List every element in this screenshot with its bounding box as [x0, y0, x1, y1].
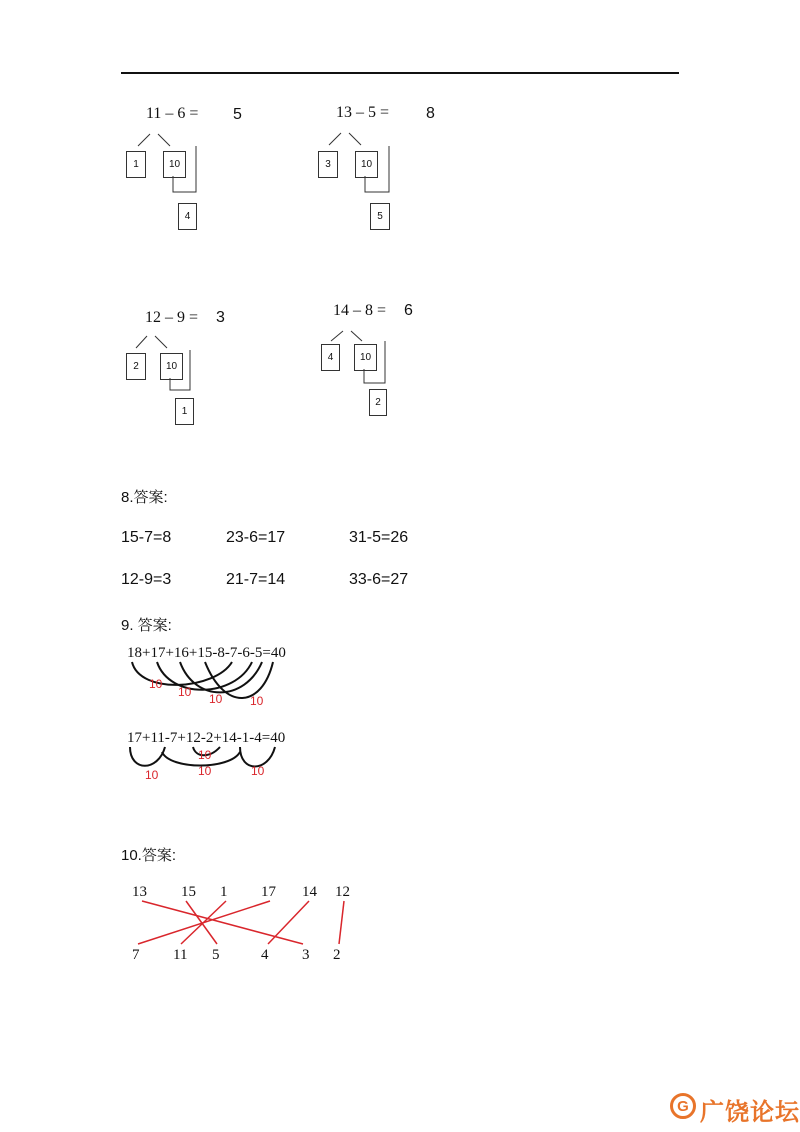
q9-expression-1: 18+17+16+15-8-7-6-5=40	[127, 645, 286, 661]
part-ten-box: 10	[163, 151, 186, 178]
decomposition-expression: 12 – 9 =	[145, 309, 203, 326]
decomposition-expression: 11 – 6 =	[146, 105, 203, 122]
q10-bottom-number: 7	[132, 947, 140, 963]
watermark-logo-icon: G	[670, 1093, 696, 1119]
q10-top-number: 12	[335, 884, 350, 900]
q9-sum-label: 10	[198, 764, 212, 778]
q10-top-number: 1	[220, 884, 228, 900]
q8-answer: 33-6=27	[349, 571, 409, 588]
q9-sum-label: 10	[178, 685, 192, 699]
part-small-box: 4	[321, 344, 340, 371]
q8-answer: 31-5=26	[349, 529, 409, 546]
q10-top-number: 15	[181, 884, 196, 900]
q9-sum-label: 10	[149, 677, 163, 691]
q9-sum-label: 10	[198, 748, 212, 762]
decomposition-result: 6	[404, 302, 413, 319]
decomposition-result: 5	[233, 106, 242, 123]
q9-expression-2: 17+11-7+12-2+14-1-4=40	[127, 730, 286, 746]
q10-top-number: 14	[302, 884, 317, 900]
q10-bottom-number: 11	[173, 947, 188, 963]
answer-box: 4	[178, 203, 197, 230]
decomposition-result: 8	[426, 105, 435, 122]
q10-bottom-number: 2	[333, 947, 341, 963]
answer-box: 5	[370, 203, 390, 230]
decomposition-result: 3	[216, 309, 225, 326]
q9-sum-label: 10	[145, 768, 159, 782]
watermark-text: 广饶论坛	[700, 1099, 800, 1126]
q10-bottom-number: 4	[261, 947, 269, 963]
part-ten-box: 10	[354, 344, 377, 371]
q8-answer: 15-7=8	[121, 529, 172, 546]
answer-box: 1	[175, 398, 194, 425]
q10-top-number: 17	[261, 884, 276, 900]
part-ten-box: 10	[160, 353, 183, 380]
part-ten-box: 10	[355, 151, 378, 178]
q8-heading: 8.答案:	[121, 489, 168, 506]
q10-bottom-number: 3	[302, 947, 310, 963]
part-small-box: 2	[126, 353, 146, 380]
q9-heading: 9. 答案:	[121, 617, 172, 634]
q8-answer: 23-6=17	[226, 529, 286, 546]
q9-sum-label: 10	[251, 764, 265, 778]
q10-heading: 10.答案:	[121, 847, 177, 864]
decomposition-expression: 14 – 8 =	[333, 302, 391, 319]
q10-top-number: 13	[132, 884, 147, 900]
q9-sum-label: 10	[250, 694, 264, 708]
q8-answer: 21-7=14	[226, 571, 286, 588]
part-small-box: 3	[318, 151, 338, 178]
part-small-box: 1	[126, 151, 146, 178]
q10-bottom-number: 5	[212, 947, 220, 963]
q9-sum-label: 10	[209, 692, 223, 706]
q8-answer: 12-9=3	[121, 571, 172, 588]
decomposition-expression: 13 – 5 =	[336, 104, 394, 121]
answer-box: 2	[369, 389, 387, 416]
